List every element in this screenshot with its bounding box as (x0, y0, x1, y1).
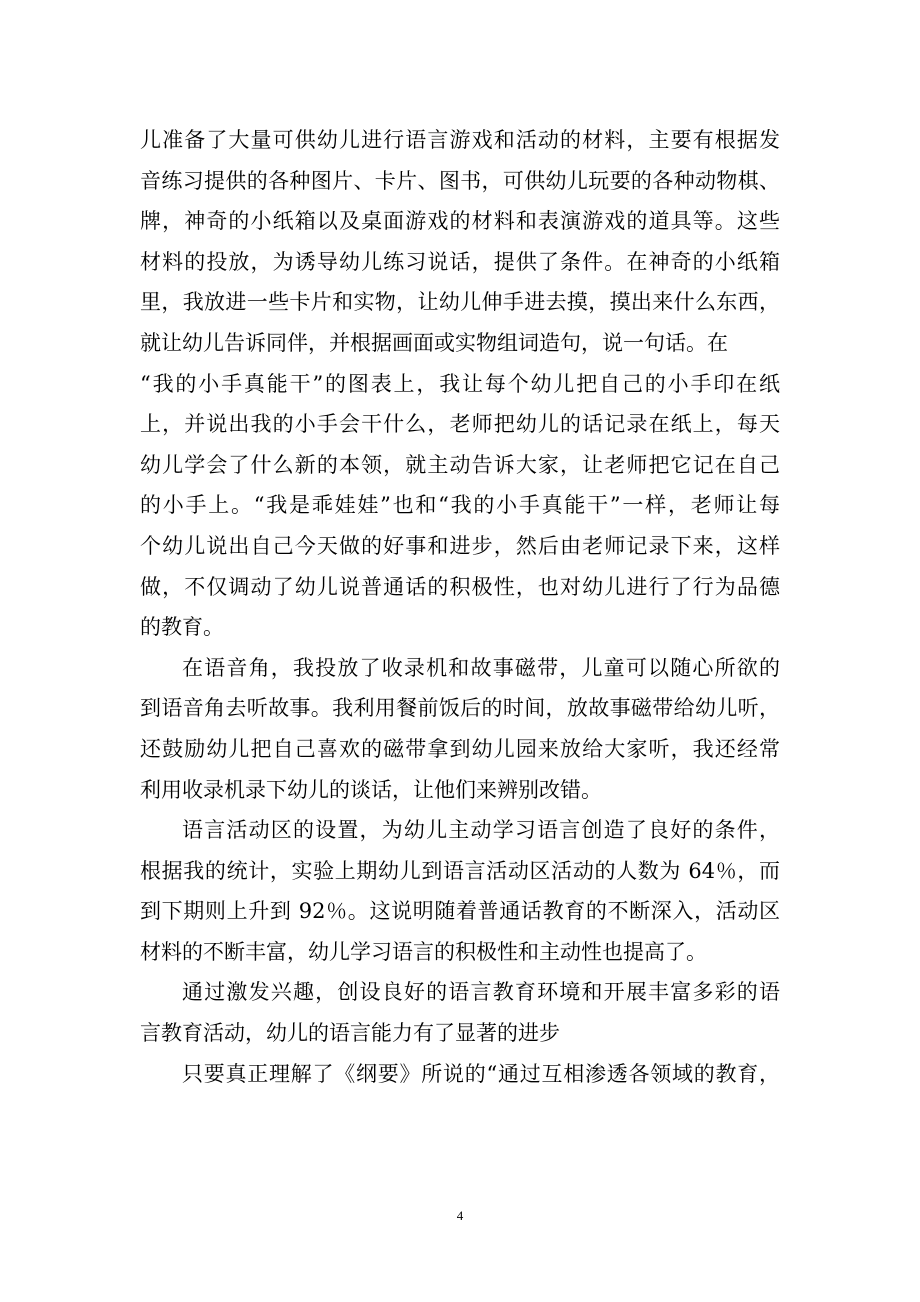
text-line: “我的小手真能干”的图表上，我让每个幼儿把自己的小手印在纸 (140, 371, 780, 396)
text-line: 音练习提供的各种图片、卡片、图书，可供幼儿玩要的各种动物棋、 (140, 168, 780, 193)
body-text (140, 120, 780, 1094)
text-line: 还鼓励幼儿把自己喜欢的磁带拿到幼儿园来放给大家听，我还经常 (140, 736, 780, 761)
text-line: 材料的投放，为诱导幼儿练习说话，提供了条件。在神奇的小纸箱 (140, 249, 780, 274)
text-line: 个幼儿说出自己今天做的好事和进步，然后由老师记录下来，这样 (140, 533, 780, 558)
text-line: 幼儿学会了什么新的本领，就主动告诉大家，让老师把它记在自己 (140, 452, 780, 477)
page-number: 4 (456, 1208, 464, 1223)
text-line: 利用收录机录下幼儿的谈话，让他们来辨别改错。 (140, 777, 602, 802)
text-line: 材料的不断丰富，幼儿学习语言的积极性和主动性也提高了。 (140, 939, 707, 964)
text-line: 牌，神奇的小纸箱以及桌面游戏的材料和表演游戏的道具等。这些 (140, 209, 780, 234)
text-line: 就让幼儿告诉同伴，并根据画面或实物组词造句，说一句话。在 (140, 330, 728, 355)
text-line: 在语音角，我投放了收录机和故事磁带，儿童可以随心所欲的 (182, 655, 780, 680)
text-line: 通过激发兴趣，创设良好的语言教育环境和开展丰富多彩的语 (182, 980, 780, 1005)
text-line: 到语音角去听故事。我利用餐前饭后的时间，放故事磁带给幼儿听， (140, 696, 780, 721)
text-line: 语言活动区的设置，为幼儿主动学习语言创造了良好的条件， (182, 818, 780, 843)
text-line: 上，并说出我的小手会干什么，老师把幼儿的话记录在纸上，每天 (140, 412, 780, 437)
text-line: 到下期则上升到 92％。这说明随着普通话教育的不断深入，活动区 (140, 899, 780, 924)
text-line: 只要真正理解了《纲要》所说的“通过互相渗透各领域的教育， (182, 1061, 780, 1086)
text-line: 的小手上。“我是乖娃娃”也和“我的小手真能干”一样，老师让每 (140, 493, 780, 518)
text-line: 儿准备了大量可供幼儿进行语言游戏和活动的材料，主要有根据发 (140, 128, 780, 152)
text-line: 言教育活动，幼儿的语言能力有了显著的进步 (140, 1021, 560, 1046)
text-line: 的教育。 (140, 615, 224, 640)
text-line: 里，我放进一些卡片和实物，让幼儿伸手进去摸，摸出来什么东西， (140, 290, 780, 315)
text-line: 根据我的统计，实验上期幼儿到语言活动区活动的人数为 64％，而 (140, 858, 780, 883)
text-line: 做，不仅调动了幼儿说普通话的积极性，也对幼儿进行了行为品德 (140, 574, 780, 599)
